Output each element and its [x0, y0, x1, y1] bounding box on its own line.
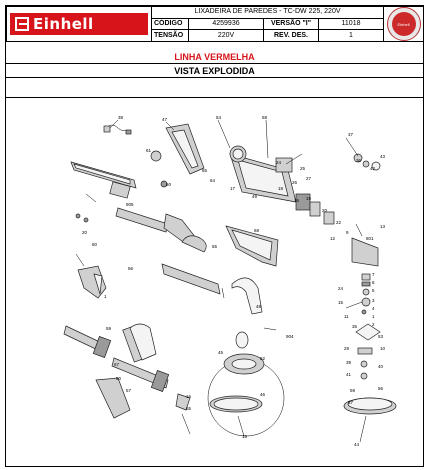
part-label: 49 [252, 194, 258, 199]
part-label: 57 [348, 400, 354, 405]
title-block [6, 6, 424, 42]
part-label: 55 [212, 244, 218, 249]
part-label: 56 [378, 386, 384, 391]
part-label: 61 [146, 148, 152, 153]
part-label: 904 [286, 334, 294, 339]
part-label: 7 [372, 272, 375, 277]
part-label: 39 [346, 360, 352, 365]
part-label: 2 [372, 322, 375, 327]
part-label: 57 [126, 388, 132, 393]
logo-mark-icon [15, 17, 29, 31]
dust-shroud-group [208, 354, 284, 436]
part-label: 59 [350, 388, 356, 393]
tensao-label: TENSÃO [152, 30, 189, 42]
line-label: LINHA VERMELHA [6, 51, 423, 64]
part-label: 1 [104, 294, 107, 299]
part-label: 801 [366, 236, 374, 241]
part-label: 10 [380, 346, 386, 351]
part-label: 53 [378, 334, 384, 339]
part-label: 4 [372, 306, 375, 311]
part-label: 16 [294, 198, 300, 203]
part-label: 905 [126, 202, 134, 207]
part-label: 1 [372, 314, 375, 319]
part-label: 17 [230, 186, 236, 191]
versao-label: VERSÃO "I" [264, 18, 319, 30]
part-label: 52 [260, 356, 266, 361]
exploded-view-diagram [6, 98, 423, 466]
part-label: 24 [338, 286, 344, 291]
part-label: 65 [186, 406, 192, 411]
part-label: 40 [378, 364, 384, 369]
vacuum-hose-bend [162, 264, 262, 314]
part-label: 47 [162, 117, 168, 122]
part-label: 27 [306, 176, 312, 181]
brand-logo [7, 7, 152, 42]
extension-tube-2 [96, 358, 190, 418]
motor-arm [151, 124, 204, 187]
badge-text: Einhell [392, 12, 416, 36]
part-label: 18 [278, 186, 284, 191]
main-handle [71, 162, 136, 188]
blank-row [6, 78, 423, 98]
part-label: 9 [346, 230, 349, 235]
part-label: 35 [352, 324, 358, 329]
part-label: 41 [346, 372, 352, 377]
cable-assembly [104, 125, 131, 134]
part-label: 26 [292, 180, 298, 185]
part-label: 65 [202, 168, 208, 173]
part-label: 20 [322, 208, 328, 213]
part-label: 20 [82, 230, 88, 235]
part-label: 11 [344, 314, 349, 319]
part-label: 46 [260, 392, 266, 397]
part-label: 15 [242, 434, 248, 439]
motor-housing [230, 146, 334, 224]
drawing-sheet [5, 5, 424, 467]
part-label: 13 [380, 224, 386, 229]
codigo-label: CÓDIGO [152, 18, 189, 30]
part-label: 42 [370, 166, 376, 171]
part-label: 6 [372, 280, 375, 285]
part-label: 19 [306, 196, 312, 201]
part-label: 43 [380, 154, 386, 159]
part-label: 15 [338, 300, 344, 305]
part-label: 58 [262, 115, 268, 120]
part-label: 60 [92, 242, 98, 247]
part-label: 37 [348, 132, 354, 137]
part-label: 22 [336, 220, 342, 225]
part-label: 68 [254, 228, 260, 233]
gear-stack [352, 154, 380, 379]
rev-value: 1 [319, 30, 384, 42]
part-label: 24 [276, 160, 282, 165]
front-handle-assembly [78, 266, 106, 298]
part-label: 44 [354, 442, 360, 447]
part-label: 12 [330, 236, 336, 241]
part-label: 36 [356, 158, 362, 163]
part-label: 59 [106, 326, 112, 331]
product-title: LIXADEIRA DE PAREDES - TC-DW 225, 220V [152, 7, 384, 19]
part-label: 3 [372, 298, 375, 303]
brand-name: Einhell [33, 15, 94, 33]
quality-badge [384, 7, 424, 42]
rev-label: REV. DES. [264, 30, 319, 42]
part-label: 45 [218, 350, 224, 355]
part-label: 29 [344, 346, 350, 351]
tensao-value: 220V [189, 30, 264, 42]
codigo-value: 4259936 [189, 18, 264, 30]
lamp-cover [236, 332, 248, 348]
guard-arm [226, 226, 278, 266]
part-label: 56 [128, 266, 134, 271]
view-label: VISTA EXPLODIDA [6, 64, 423, 78]
part-label: 64 [210, 178, 216, 183]
part-label: 16 [186, 394, 192, 399]
part-label: 5 [372, 288, 375, 293]
part-label: 67 [114, 362, 120, 367]
part-label: 25 [300, 166, 306, 171]
part-label: 54 [216, 115, 222, 120]
part-label: 50 [116, 376, 122, 381]
versao-value: 11018 [319, 18, 384, 30]
part-label: 38 [118, 115, 124, 120]
part-label: 60 [166, 182, 172, 187]
part-label: 48 [256, 304, 262, 309]
